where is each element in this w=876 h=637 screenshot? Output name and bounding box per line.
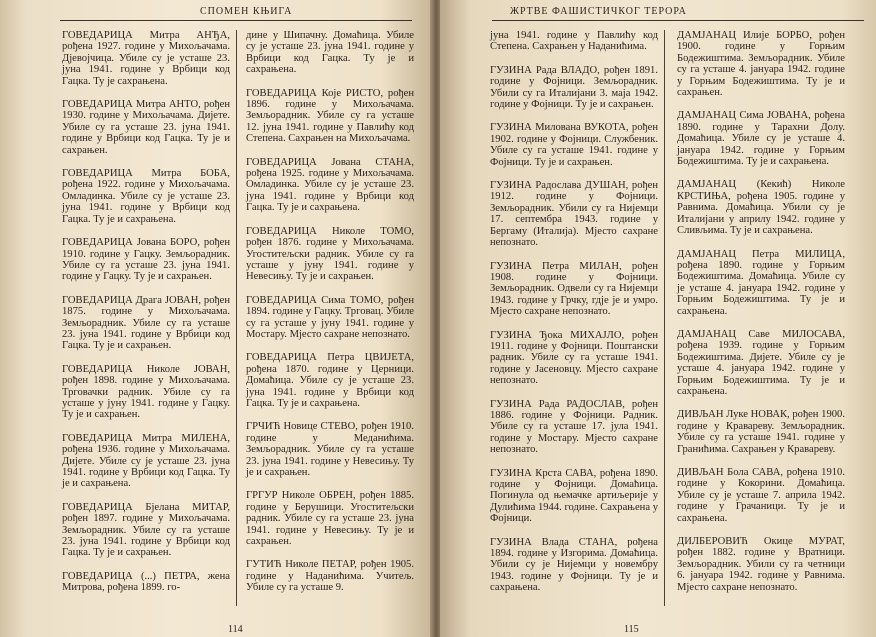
entry-paragraph: дине у Шипачну. Домаћица. Убиле су је усташе 23. јуна 1941. године у Врбици код Гацка. Ту је и сахрањена. (246, 30, 414, 76)
entry-paragraph: ГОВЕДАРИЦА Николе ЈОВАН, рођен 1898. године у Михољачама. Трговачки радник. Убиле су га усташе у јуну 1941. године у Гацку. Ту је и сахрањен. (62, 363, 230, 421)
right-page (440, 0, 876, 637)
entry-paragraph: ГУЗИНА Влада СТАНА, рођена 1894. године у Изгорима. Домаћица. Убили су је Нијемци у новембру 1943. године у Фојници. Ту је и сахрањена. (490, 536, 658, 594)
entry-paragraph: ГОВЕДАРИЦА Јована БОРО, рођен 1910. године у Гацку. Земљорадник. Убиле су га усташе 23. јуна 1941. године у Гацку. Ту је и сахрањен. (62, 237, 230, 283)
entry-paragraph: ГУЗИНА Милована ВУКОТА, рођен 1902. године у Фојници. Службеник. Убиле су га усташе 1941. године у Фојници. Ту је и сахрањен. (490, 122, 658, 168)
entry-paragraph: ГУЗИНА Петра МИЛАН, рођен 1908. године у Фојници. Земљорадник. Одвели су га Нијемци 1943. године у Грчку, гдје је и умро. Мјесто сахране непознато. (490, 260, 658, 318)
entry-paragraph: јуна 1941. године у Павлићу код Степена. Сахрањен у Наданићима. (490, 30, 658, 53)
entry-paragraph: ГОВЕДАРИЦА Јована СТАНА, рођена 1925. године у Михољачама. Омладинка. Убиле су је усташе 23. јуна 1941. године у Врбици код Гацка. Ту је и сахрањена. (246, 156, 414, 214)
entry-paragraph: ДИЛБЕРОВИЋ Окице МУРАТ, рођен 1882. године у Вратници. Земљорадник. Убили су га четници 6. јануара 1942. године у Равнима. Мјесто сахране непознато. (677, 536, 845, 593)
entry-paragraph: ГУЗИНА Рада РАДОСЛАВ, рођен 1886. године у Фојници. Радник. Убиле су га усташе 17. јула 1941. године у Мостару. Мјесто сахране непознато. (490, 398, 658, 456)
left-page (0, 0, 432, 637)
page-number-left: 114 (228, 624, 243, 635)
entry-paragraph: ГРЧИЋ Новице СТЕВО, рођен 1910. године у Меданићима. Земљорадник. Убиле су га усташе 23. јуна 1941. године у Невесињу. Ту је и сахрањен. (246, 421, 414, 478)
entry-paragraph: ДАМЈАНАЦ Илије БОРБО, рођен 1900. године у Горњим Бодежиштима. Земљорадник. Убиле су га усташе 4. јануара 1942. године у Горњим Бодежиштима. Ту је и сахрањен. (677, 30, 845, 99)
entry-paragraph: ГОВЕДАРИЦА Митра МИЛЕНА, рођена 1936. године у Михољачама. Дијете. Убиле су је усташе 23. јуна 1941. године у Врбици код Гацка. Ту је и сахрањена. (62, 432, 230, 490)
entry-paragraph: ГУЗИНА Ђока МИХАЈЛО, рођен 1911. године у Фојници. Поштански радник. Убиле су га усташе 1941. године у Јасеновцу. Мјесто сахране непознато. (490, 329, 658, 387)
entry-paragraph: ГОВЕДАРИЦА Драга ЈОВАН, рођен 1875. године у Михољачама. Земљорадник. Убиле су га усташе 23. јуна 1941. године у Врбици код Гацка. Ту је и сахрањен. (62, 294, 230, 352)
entry-paragraph: ГУТИЋ Николе ПЕТАР, рођен 1905. године у Наданићима. Учитељ. Убиле су га усташе 9. (246, 559, 414, 594)
header-rule-left (60, 20, 412, 21)
entry-paragraph: ГОВЕДАРИЦА Митра АНТО, рођен 1930. године у Михољачама. Дијете. Убиле су га усташе 23. јуна 1941. године у Врбици код Гацка. Ту је и сахрањен. (62, 99, 230, 156)
right-column-2 (677, 30, 845, 605)
left-column-2 (246, 30, 414, 606)
entry-paragraph: ДИВЉАН Бола САВА, рођена 1910. године у Кокорини. Домаћица. Убиле су је усташе 7. априла 1942. године у Грачаници. Ту је и сахрањена. (677, 467, 845, 524)
entry-paragraph: ДАМЈАНАЦ Саве МИЛОСАВА, рођена 1939. године у Горњим Бодежиштима. Дијете. Убиле су је усташе 4. јануара 1942. године у Горњим Бодежиштима. Ту је и сахрањена. (677, 328, 845, 397)
entry-paragraph: ГОВЕДАРИЦА (...) ПЕТРА, жена Митрова, рођена 1899. го- (62, 570, 230, 594)
entry-paragraph: ГРГУР Николе ОБРЕН, рођен 1885. године у Берушици. Угоститељски радник. Убиле су га усташе 23. јуна 1941. године у Невесињу. Ту је и сахрањен. (246, 490, 414, 548)
running-head-right: ЖРТВЕ ФАШИСТИЧКОГ ТЕРОРА (510, 6, 687, 17)
entry-paragraph: ДАМЈАНАЦ Сима ЈОВАНА, рођена 1890. године у Тарахни Долу. Домаћица. Убиле су је усташе 4. јануара 1942. године у Горњим Бодежиштима. Ту је и сахрањена. (677, 110, 845, 168)
entry-paragraph: ДАМЈАНАЦ Петра МИЛИЦА, рођена 1890. године у Горњим Бодежиштима. Домаћица. Убиле су је усташе 4. јануара 1942. године у Горњим Бодежиштима. Ту је и сахрањена. (677, 248, 845, 317)
entry-paragraph: ГОВЕДАРИЦА Митра БОБА, рођена 1922. године у Михољачама. Омладинка. Убиле су је усташе 23. јуна 1941. године у Врбици код Гацка. Ту је и сахрањена. (62, 168, 230, 225)
running-head-left: СПОМЕН КЊИГА (200, 6, 293, 17)
page-number-right: 115 (624, 624, 639, 635)
entry-paragraph: ГУЗИНА Радослава ДУШАН, рођен 1912. године у Фојници. Земљорадник. Убили су га Нијемци 17. септембра 1943. године у Бергаму (Италија). Мјесто сахране непознато. (490, 180, 658, 249)
entry-paragraph: ДАМЈАНАЦ (Кекић) Николе КРСТИЊА, рођена 1905. године у Равнима. Домаћица. Убили су је Италијани у априлу 1942. године у Сливљима. Ту је и сахрањена. (677, 179, 845, 237)
entry-paragraph: ГОВЕДАРИЦА Које РИСТО, рођен 1896. године у Михољачама. Земљорадник. Убиле су га усташе 12. јуна 1941. године у Павлићу код Степена. Сахрањен на Михољачама. (246, 87, 414, 145)
right-column-1 (490, 30, 665, 606)
entry-paragraph: ГОВЕДАРИЦА Петра ЦВИЈЕТА, рођена 1870. године у Церници. Домаћица. Убиле су је усташе 23. јуна 1941. године у Врбици код Гацка. Ту је и сахрањена. (246, 352, 414, 409)
entry-paragraph: ГОВЕДАРИЦА Митра АНЂА, рођена 1927. године у Михољачама. Дјевојчица. Убиле су је усташе 23. јуна 1941. године у Врбици код Гацка. Ту је сахрањена. (62, 30, 230, 87)
header-rule-right (492, 20, 864, 21)
entry-paragraph: ГОВЕДАРИЦА Бјелана МИТАР, рођен 1897. године у Михољачама. Земљорадник. Убиле су га усташе 23. јуна 1941. године у Врбици код Гацка. Ту је и сахрањен. (62, 501, 230, 559)
entry-paragraph: ГОВЕДАРИЦА Сима ТОМО, рођен 1894. године у Гацку. Трговац. Убиле су га усташе у јуну 1941. године у Мостару. Мјесто сахране непознато. (246, 294, 414, 340)
left-column-1 (62, 30, 237, 606)
entry-paragraph: ДИВЉАН Луке НОВАК, рођен 1900. године у Кравареву. Земљорадник. Убиле су га усташе 1941. године у Гранићима. Сахрањен у Кравареву. (677, 409, 845, 455)
entry-paragraph: ГОВЕДАРИЦА Николе ТОМО, рођен 1876. године у Михољачама. Угоститељски радник. Убиле су га усташе у јуну 1941. године у Невесињу. Ту је и сахрањен. (246, 225, 414, 283)
entry-paragraph: ГУЗИНА Крста САВА, рођена 1890. године у Фојници. Домаћица. Погинула од њемачке артиљерије у Дулићима 1944. године. Сахрањена у Фојници. (490, 467, 658, 525)
entry-paragraph: ГУЗИНА Рада ВЛАДО, рођен 1891. године у Фојници. Земљорадник. Убили су га Италијани 3. маја 1942. године у Фојници. Ту је и сахрањен. (490, 64, 658, 111)
